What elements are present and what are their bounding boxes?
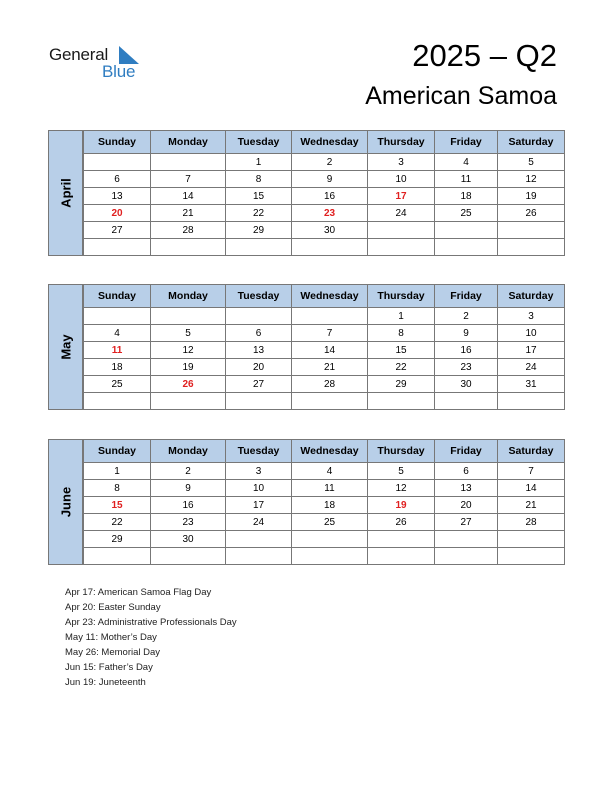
day-cell: 15: [84, 497, 151, 514]
holiday-note: Jun 15: Father’s Day: [65, 662, 153, 673]
weekday-header: Saturday: [498, 285, 565, 308]
logo-general-text: General: [49, 45, 109, 64]
empty-cell: [84, 154, 151, 171]
day-cell: 26: [368, 514, 435, 531]
day-cell: 27: [226, 376, 292, 393]
day-cell: 7: [151, 171, 226, 188]
day-cell: 9: [292, 171, 368, 188]
day-cell: 25: [292, 514, 368, 531]
week-row: [84, 188, 565, 205]
day-cell: 31: [498, 376, 565, 393]
day-cell: 6: [226, 325, 292, 342]
month-table: [83, 439, 565, 565]
weekday-header: Monday: [151, 440, 226, 463]
day-cell: 18: [292, 497, 368, 514]
day-cell: 14: [498, 480, 565, 497]
empty-cell: [84, 548, 151, 565]
holiday-note: May 11: Mother’s Day: [65, 632, 157, 643]
empty-cell: [368, 239, 435, 256]
logo-blue-text: Blue: [102, 62, 136, 81]
weekday-header: Thursday: [368, 131, 435, 154]
day-cell: 1: [226, 154, 292, 171]
day-cell: 5: [368, 463, 435, 480]
empty-cell: [226, 548, 292, 565]
day-cell: 17: [226, 497, 292, 514]
day-cell: 28: [292, 376, 368, 393]
day-cell: 20: [84, 205, 151, 222]
week-row: [84, 480, 565, 497]
day-cell: 27: [435, 514, 498, 531]
day-cell: 2: [151, 463, 226, 480]
holiday-note: Apr 23: Administrative Professionals Day: [65, 617, 237, 628]
empty-cell: [435, 239, 498, 256]
day-cell: 17: [498, 342, 565, 359]
weekday-header: Wednesday: [292, 131, 368, 154]
weekday-header: Friday: [435, 440, 498, 463]
week-row: [84, 463, 565, 480]
weekday-header: Tuesday: [226, 285, 292, 308]
day-cell: 27: [84, 222, 151, 239]
logo: [49, 45, 149, 85]
month-label: [48, 439, 83, 565]
holiday-note: Jun 19: Juneteenth: [65, 677, 146, 688]
weekday-header: Tuesday: [226, 440, 292, 463]
empty-cell: [151, 308, 226, 325]
day-cell: 14: [292, 342, 368, 359]
day-cell: 15: [226, 188, 292, 205]
day-cell: 12: [151, 342, 226, 359]
day-cell: 3: [498, 308, 565, 325]
empty-cell: [226, 239, 292, 256]
empty-cell: [84, 308, 151, 325]
holiday-note: May 26: Memorial Day: [65, 647, 161, 658]
week-row: [84, 497, 565, 514]
day-cell: 16: [435, 342, 498, 359]
week-row: [84, 359, 565, 376]
day-cell: 18: [84, 359, 151, 376]
weekday-header: Monday: [151, 285, 226, 308]
holiday-note: Apr 17: American Samoa Flag Day: [65, 587, 212, 598]
day-cell: 11: [292, 480, 368, 497]
day-cell: 5: [151, 325, 226, 342]
month-label: [48, 284, 83, 410]
empty-cell: [292, 308, 368, 325]
empty-cell: [498, 393, 565, 410]
month-table: [83, 130, 565, 256]
day-cell: 10: [498, 325, 565, 342]
day-cell: 28: [151, 222, 226, 239]
day-cell: 8: [84, 480, 151, 497]
day-cell: 29: [84, 531, 151, 548]
week-row: [84, 342, 565, 359]
day-cell: 4: [84, 325, 151, 342]
day-cell: 18: [435, 188, 498, 205]
empty-cell: [368, 393, 435, 410]
day-cell: 25: [435, 205, 498, 222]
day-cell: 4: [435, 154, 498, 171]
empty-cell: [84, 239, 151, 256]
day-cell: 15: [368, 342, 435, 359]
empty-cell: [498, 239, 565, 256]
day-cell: 30: [435, 376, 498, 393]
weekday-header: Sunday: [84, 131, 151, 154]
week-row: [84, 393, 565, 410]
page-subtitle: American Samoa: [365, 82, 557, 110]
day-cell: 14: [151, 188, 226, 205]
empty-cell: [226, 308, 292, 325]
empty-cell: [368, 531, 435, 548]
empty-cell: [292, 531, 368, 548]
day-cell: 8: [226, 171, 292, 188]
day-cell: 21: [151, 205, 226, 222]
weekday-header-row: [84, 131, 565, 154]
day-cell: 4: [292, 463, 368, 480]
day-cell: 23: [151, 514, 226, 531]
week-row: [84, 239, 565, 256]
weekday-header: Wednesday: [292, 285, 368, 308]
day-cell: 21: [498, 497, 565, 514]
day-cell: 28: [498, 514, 565, 531]
day-cell: 10: [368, 171, 435, 188]
holiday-note: Apr 20: Easter Sunday: [65, 602, 161, 613]
day-cell: 26: [498, 205, 565, 222]
month-table: [83, 284, 565, 410]
holiday-notes: [65, 585, 237, 690]
weekday-header: Saturday: [498, 440, 565, 463]
month-name: June: [58, 486, 73, 518]
empty-cell: [151, 548, 226, 565]
day-cell: 17: [368, 188, 435, 205]
day-cell: 12: [498, 171, 565, 188]
week-row: [84, 514, 565, 531]
day-cell: 6: [84, 171, 151, 188]
empty-cell: [435, 222, 498, 239]
day-cell: 19: [151, 359, 226, 376]
weekday-header: Wednesday: [292, 440, 368, 463]
week-row: [84, 325, 565, 342]
empty-cell: [498, 222, 565, 239]
day-cell: 13: [435, 480, 498, 497]
day-cell: 16: [151, 497, 226, 514]
month-label: [48, 130, 83, 256]
day-cell: 20: [435, 497, 498, 514]
empty-cell: [435, 548, 498, 565]
empty-cell: [435, 531, 498, 548]
month-name: April: [58, 178, 73, 208]
day-cell: 2: [292, 154, 368, 171]
weekday-header-row: [84, 285, 565, 308]
empty-cell: [368, 548, 435, 565]
page-title: 2025 – Q2: [412, 38, 557, 73]
day-cell: 9: [435, 325, 498, 342]
day-cell: 7: [292, 325, 368, 342]
week-row: [84, 531, 565, 548]
month-name: May: [58, 334, 73, 360]
day-cell: 1: [84, 463, 151, 480]
weekday-header: Sunday: [84, 285, 151, 308]
day-cell: 20: [226, 359, 292, 376]
empty-cell: [498, 531, 565, 548]
day-cell: 3: [226, 463, 292, 480]
day-cell: 13: [226, 342, 292, 359]
day-cell: 21: [292, 359, 368, 376]
week-row: [84, 376, 565, 393]
day-cell: 8: [368, 325, 435, 342]
day-cell: 30: [292, 222, 368, 239]
day-cell: 11: [435, 171, 498, 188]
weekday-header: Friday: [435, 285, 498, 308]
day-cell: 7: [498, 463, 565, 480]
day-cell: 1: [368, 308, 435, 325]
day-cell: 16: [292, 188, 368, 205]
empty-cell: [498, 548, 565, 565]
weekday-header: Sunday: [84, 440, 151, 463]
week-row: [84, 308, 565, 325]
day-cell: 29: [226, 222, 292, 239]
weekday-header: Tuesday: [226, 131, 292, 154]
day-cell: 22: [84, 514, 151, 531]
empty-cell: [292, 393, 368, 410]
weekday-header: Monday: [151, 131, 226, 154]
empty-cell: [151, 239, 226, 256]
week-row: [84, 205, 565, 222]
empty-cell: [151, 393, 226, 410]
day-cell: 25: [84, 376, 151, 393]
empty-cell: [226, 531, 292, 548]
day-cell: 22: [368, 359, 435, 376]
day-cell: 23: [435, 359, 498, 376]
day-cell: 29: [368, 376, 435, 393]
empty-cell: [435, 393, 498, 410]
day-cell: 5: [498, 154, 565, 171]
weekday-header: Friday: [435, 131, 498, 154]
empty-cell: [84, 393, 151, 410]
weekday-header: Thursday: [368, 285, 435, 308]
day-cell: 2: [435, 308, 498, 325]
week-row: [84, 171, 565, 188]
day-cell: 13: [84, 188, 151, 205]
empty-cell: [292, 548, 368, 565]
day-cell: 23: [292, 205, 368, 222]
day-cell: 10: [226, 480, 292, 497]
day-cell: 19: [498, 188, 565, 205]
weekday-header: Saturday: [498, 131, 565, 154]
weekday-header: Thursday: [368, 440, 435, 463]
day-cell: 9: [151, 480, 226, 497]
day-cell: 24: [368, 205, 435, 222]
day-cell: 24: [498, 359, 565, 376]
day-cell: 19: [368, 497, 435, 514]
day-cell: 24: [226, 514, 292, 531]
empty-cell: [292, 239, 368, 256]
day-cell: 3: [368, 154, 435, 171]
empty-cell: [368, 222, 435, 239]
week-row: [84, 548, 565, 565]
day-cell: 12: [368, 480, 435, 497]
day-cell: 30: [151, 531, 226, 548]
week-row: [84, 222, 565, 239]
empty-cell: [226, 393, 292, 410]
empty-cell: [151, 154, 226, 171]
weekday-header-row: [84, 440, 565, 463]
day-cell: 26: [151, 376, 226, 393]
week-row: [84, 154, 565, 171]
day-cell: 6: [435, 463, 498, 480]
day-cell: 22: [226, 205, 292, 222]
day-cell: 11: [84, 342, 151, 359]
